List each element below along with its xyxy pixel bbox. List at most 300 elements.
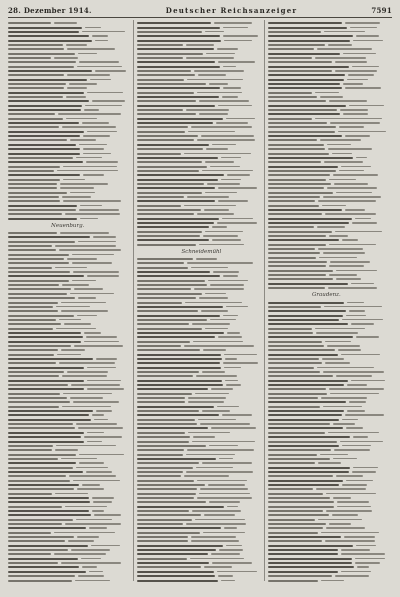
text-segment — [207, 183, 240, 185]
text-segment — [184, 475, 229, 477]
text-segment — [60, 183, 108, 185]
text-segment — [80, 218, 98, 220]
text-segment — [137, 48, 214, 50]
text-segment — [62, 126, 116, 128]
text-segment — [137, 540, 188, 542]
text-segment — [8, 254, 69, 256]
text-segment — [217, 406, 239, 408]
text-segment — [188, 131, 235, 133]
text-segment — [329, 100, 367, 102]
text-segment — [268, 345, 324, 347]
text-segment — [137, 523, 183, 525]
text-segment — [198, 74, 226, 76]
text-segment — [204, 209, 229, 211]
text-segment — [68, 540, 94, 542]
text-segment — [8, 87, 64, 89]
text-segment — [137, 135, 198, 137]
text-segment — [268, 40, 350, 42]
text-segment — [8, 475, 66, 477]
text-segment — [78, 297, 96, 299]
text-segment — [268, 406, 320, 408]
text-segment — [72, 254, 114, 256]
text-segment — [268, 332, 313, 334]
text-segment — [268, 161, 321, 163]
text-segment — [82, 31, 125, 33]
text-segment — [137, 297, 196, 299]
text-segment — [8, 40, 92, 42]
text-segment — [8, 319, 56, 321]
header-page-number: 7591 — [371, 5, 392, 15]
text-segment — [268, 575, 332, 577]
text-segment — [226, 118, 255, 120]
text-segment — [268, 48, 314, 50]
text-segment — [268, 66, 349, 68]
text-segment — [8, 501, 90, 503]
text-segment — [137, 22, 211, 24]
text-segment — [268, 566, 354, 568]
text-segment — [137, 131, 185, 133]
text-segment — [137, 414, 219, 416]
text-segment — [268, 135, 342, 137]
text-segment — [318, 200, 376, 202]
text-segment — [268, 179, 326, 181]
text-segment — [355, 562, 380, 564]
text-segment — [268, 423, 330, 425]
text-segment — [8, 153, 80, 155]
text-segment — [8, 454, 76, 456]
text-segment — [8, 192, 67, 194]
text-segment — [8, 445, 53, 447]
text-segment — [95, 40, 108, 42]
text-segment — [8, 126, 59, 128]
text-segment — [209, 83, 228, 85]
text-segment — [137, 40, 221, 42]
text-segment — [347, 79, 368, 81]
text-segment — [268, 336, 353, 338]
text-segment — [317, 48, 372, 50]
text-segment — [212, 226, 227, 228]
text-segment — [8, 302, 58, 304]
text-segment — [268, 454, 317, 456]
text-segment — [318, 462, 341, 464]
text-segment — [268, 144, 324, 146]
text-segment — [321, 580, 344, 582]
text-segment — [76, 157, 102, 159]
text-segment — [319, 257, 357, 259]
text-segment — [8, 349, 58, 351]
text-segment — [137, 323, 189, 325]
text-segment — [335, 70, 377, 72]
text-segment — [268, 532, 318, 534]
text-segment — [137, 83, 206, 85]
text-segment — [8, 236, 90, 238]
text-segment — [55, 449, 78, 451]
header-date: 28. Dezember 1914. — [8, 5, 92, 15]
text-segment — [73, 480, 120, 482]
text-segment — [195, 393, 229, 395]
text-segment — [8, 545, 88, 547]
text-segment — [268, 287, 325, 289]
text-segment — [268, 545, 353, 547]
text-segment — [337, 501, 369, 503]
text-segment — [328, 44, 352, 46]
text-segment — [336, 278, 361, 280]
text-segment — [347, 384, 367, 386]
text-segment — [60, 187, 94, 189]
text-segment — [58, 113, 121, 115]
text-segment — [356, 35, 379, 37]
text-segment — [137, 575, 215, 577]
text-segment — [137, 345, 181, 347]
text-segment — [67, 371, 108, 373]
text-segment — [8, 100, 89, 102]
text-segment — [8, 148, 80, 150]
text-segment — [200, 488, 248, 490]
text-segment — [87, 367, 116, 369]
text-segment — [324, 161, 363, 163]
text-segment — [268, 79, 344, 81]
text-segment — [83, 135, 110, 137]
text-segment — [8, 262, 69, 264]
text-segment — [268, 96, 317, 98]
text-segment — [196, 375, 237, 377]
text-segment — [268, 432, 325, 434]
text-segment — [8, 380, 84, 382]
text-segment — [320, 454, 348, 456]
text-segment — [65, 213, 120, 215]
text-segment — [203, 532, 245, 534]
text-segment — [137, 226, 209, 228]
text-segment — [343, 83, 363, 85]
text-segment — [342, 484, 367, 486]
text-segment — [137, 449, 184, 451]
text-segment — [92, 100, 125, 102]
text-segment — [137, 79, 184, 81]
text-segment — [84, 341, 119, 343]
text-segment — [322, 358, 344, 360]
text-segment — [268, 310, 346, 312]
text-segment — [349, 401, 366, 403]
text-segment — [268, 57, 312, 59]
text-segment — [137, 427, 208, 429]
text-segment — [137, 436, 190, 438]
text-segment — [79, 462, 104, 464]
text-segment — [8, 213, 62, 215]
text-segment — [341, 553, 385, 555]
text-segment — [137, 271, 210, 273]
text-segment — [268, 510, 323, 512]
text-segment — [8, 566, 79, 568]
text-segment — [355, 558, 385, 560]
text-segment — [8, 571, 86, 573]
text-segment — [8, 22, 51, 24]
text-segment — [224, 367, 241, 369]
text-segment — [218, 336, 242, 338]
text-segment — [8, 549, 68, 551]
text-segment — [268, 148, 325, 150]
text-segment — [94, 514, 121, 516]
text-segment — [329, 179, 356, 181]
text-segment — [87, 92, 123, 94]
text-segment — [324, 31, 365, 33]
text-segment — [137, 319, 207, 321]
text-segment — [196, 258, 217, 260]
text-segment — [268, 87, 342, 89]
text-segment — [210, 166, 240, 168]
text-segment — [268, 139, 317, 141]
text-segment — [329, 388, 384, 390]
text-segment — [8, 144, 76, 146]
text-segment — [137, 423, 197, 425]
text-segment — [82, 122, 109, 124]
text-segment — [137, 74, 195, 76]
text-segment — [210, 319, 236, 321]
text-segment — [137, 510, 189, 512]
text-segment — [8, 35, 89, 37]
text-segment — [268, 174, 330, 176]
text-segment — [322, 205, 346, 207]
text-segment — [208, 280, 248, 282]
text-segment — [268, 488, 313, 490]
text-segment — [89, 527, 107, 529]
text-segment — [268, 113, 340, 115]
section-heading-text: Graudenz. — [312, 292, 341, 299]
section-heading — [268, 290, 392, 300]
text-segment — [8, 74, 64, 76]
text-segment — [195, 519, 245, 521]
text-segment — [8, 310, 58, 312]
text-segment — [268, 170, 336, 172]
text-segment — [77, 315, 97, 317]
text-segment — [137, 384, 223, 386]
text-segment — [137, 218, 219, 220]
text-segment — [8, 135, 80, 137]
text-segment — [315, 118, 382, 120]
text-segment — [347, 302, 364, 304]
text-segment — [8, 271, 70, 273]
text-segment — [268, 44, 325, 46]
text-segment — [345, 209, 365, 211]
text-segment — [328, 432, 379, 434]
text-segment — [268, 92, 312, 94]
text-segment — [330, 261, 370, 263]
text-segment — [356, 157, 367, 159]
text-segment — [268, 302, 344, 304]
text-segment — [203, 235, 238, 237]
text-segment — [72, 280, 96, 282]
text-segment — [184, 205, 236, 207]
text-segment — [343, 113, 368, 115]
text-segment — [218, 575, 233, 577]
text-segment — [268, 480, 343, 482]
text-segment — [8, 580, 72, 582]
text-segment — [340, 109, 368, 111]
text-segment — [137, 471, 183, 473]
text-segment — [8, 401, 70, 403]
text-segment — [137, 406, 214, 408]
text-segment — [54, 22, 77, 24]
text-segment — [79, 61, 119, 63]
text-segment — [8, 48, 64, 50]
text-segment — [71, 384, 120, 386]
text-segment — [8, 105, 82, 107]
text-segment — [59, 249, 121, 251]
text-segment — [77, 488, 104, 490]
text-segment — [186, 109, 229, 111]
text-segment — [72, 262, 112, 264]
text-segment — [329, 523, 351, 525]
text-segment — [268, 493, 323, 495]
text-segment — [137, 200, 215, 202]
text-segment — [54, 532, 115, 534]
text-segment — [61, 302, 106, 304]
text-segment — [137, 61, 215, 63]
text-segment — [137, 558, 187, 560]
text-segment — [137, 497, 194, 499]
text-segment — [8, 44, 63, 46]
text-segment — [60, 232, 109, 234]
text-segment — [268, 126, 336, 128]
text-segment — [210, 284, 244, 286]
text-segment — [327, 187, 377, 189]
text-segment — [268, 380, 348, 382]
text-segment — [8, 397, 67, 399]
text-segment — [8, 122, 79, 124]
text-segment — [222, 96, 238, 98]
text-segment — [341, 354, 380, 356]
text-segment — [221, 157, 241, 159]
text-segment — [268, 100, 326, 102]
text-segment — [137, 454, 183, 456]
text-segment — [8, 53, 75, 55]
text-segment — [95, 70, 126, 72]
page-header — [8, 4, 392, 16]
text-segment — [268, 441, 337, 443]
text-segment — [8, 241, 75, 243]
text-segment — [268, 323, 348, 325]
text-segment — [137, 288, 191, 290]
text-segment — [191, 540, 239, 542]
text-segment — [268, 449, 331, 451]
text-segment — [315, 92, 339, 94]
text-segment — [186, 454, 235, 456]
text-segment — [268, 475, 333, 477]
text-segment — [8, 367, 84, 369]
text-segment — [8, 187, 57, 189]
text-segment — [199, 100, 249, 102]
section-heading — [137, 247, 262, 257]
text-segment — [211, 553, 240, 555]
text-segment — [84, 332, 101, 334]
text-segment — [323, 196, 381, 198]
text-segment — [8, 57, 51, 59]
text-segment — [137, 488, 197, 490]
text-segment — [223, 35, 258, 37]
text-segment — [320, 139, 361, 141]
text-segment — [8, 306, 53, 308]
text-segment — [74, 345, 123, 347]
text-segment — [213, 271, 239, 273]
text-segment — [8, 345, 71, 347]
text-segment — [8, 183, 57, 185]
text-segment — [137, 183, 204, 185]
text-segment — [66, 118, 97, 120]
text-segment — [8, 61, 76, 63]
text-column-1 — [8, 21, 130, 583]
text-segment — [137, 375, 193, 377]
text-segment — [8, 258, 64, 260]
text-segment — [137, 275, 220, 277]
text-segment — [268, 414, 342, 416]
text-segment — [355, 218, 371, 220]
text-segment — [8, 92, 84, 94]
text-segment — [268, 471, 349, 473]
text-segment — [205, 231, 243, 233]
text-segment — [67, 258, 97, 260]
text-segment — [188, 432, 230, 434]
text-segment — [61, 349, 85, 351]
text-segment — [8, 280, 69, 282]
text-segment — [350, 27, 377, 29]
text-segment — [349, 105, 384, 107]
text-segment — [8, 497, 89, 499]
text-segment — [318, 519, 362, 521]
text-segment — [61, 310, 108, 312]
text-segment — [268, 248, 315, 250]
text-segment — [268, 319, 339, 321]
text-segment — [226, 545, 242, 547]
text-segment — [268, 315, 343, 317]
text-segment — [8, 332, 81, 334]
text-segment — [268, 231, 332, 233]
text-segment — [8, 406, 59, 408]
text-segment — [268, 278, 333, 280]
text-segment — [91, 545, 120, 547]
text-segment — [137, 231, 202, 233]
text-segment — [268, 358, 319, 360]
text-segment — [137, 222, 214, 224]
text-segment — [137, 354, 221, 356]
text-segment — [79, 144, 107, 146]
text-segment — [137, 380, 222, 382]
text-segment — [268, 27, 347, 29]
text-segment — [85, 105, 122, 107]
text-segment — [57, 354, 81, 356]
text-segment — [223, 27, 248, 29]
text-segment — [268, 218, 352, 220]
text-segment — [268, 388, 326, 390]
text-segment — [62, 375, 107, 377]
text-segment — [137, 157, 218, 159]
text-segment — [8, 558, 78, 560]
text-segment — [137, 397, 185, 399]
text-segment — [137, 174, 224, 176]
text-segment — [79, 454, 124, 456]
text-segment — [137, 153, 181, 155]
text-segment — [70, 192, 95, 194]
text-segment — [327, 345, 360, 347]
text-segment — [76, 467, 108, 469]
text-segment — [268, 393, 327, 395]
section-heading-text: Schneidemühl — [181, 248, 222, 255]
text-segment — [188, 401, 224, 403]
text-segment — [137, 566, 201, 568]
text-segment — [336, 270, 377, 272]
text-segment — [345, 135, 370, 137]
text-segment — [217, 48, 238, 50]
text-segment — [92, 497, 114, 499]
text-segment — [188, 397, 226, 399]
